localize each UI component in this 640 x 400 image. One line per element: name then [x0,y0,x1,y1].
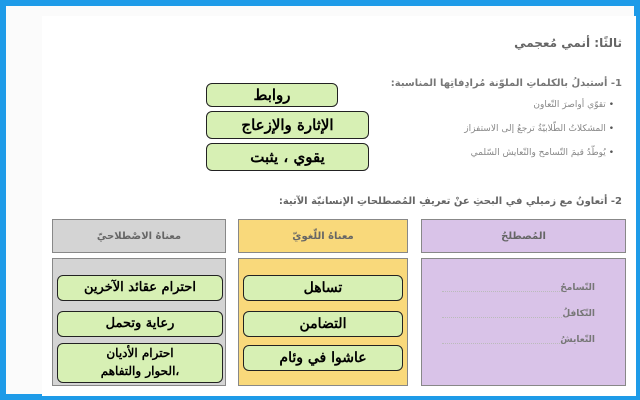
header-technical: معناهُ الاصْطلاحيّ [52,219,226,253]
technical-answer-3-line-1: احترام الأديان [106,346,174,360]
technical-answer-2: رعاية وتحمل [57,311,223,337]
bullet-2: • المشكلاتُ الطّلابيّةُ ترجعُ إلى الاستفزاز [464,124,614,134]
term-3: التّعايشُ [560,335,595,345]
column-linguistic [238,258,408,386]
column-technical [52,258,226,386]
column-terms [421,258,626,386]
answer-box-2: الإثارة والإزعاج [206,111,369,139]
linguistic-answer-2: التضامن [243,311,403,337]
technical-answer-3 [57,343,223,383]
header-linguistic: معناهُ اللّغويّ [238,219,408,253]
bullet-3: • يُوطّدُ قيمَ التّسامح والتّعايش السّلمي [471,148,614,158]
answer-box-3: يقوي ، يثبت [206,143,369,171]
header-term: المُصطلحُ [421,219,626,253]
question-2: 2- أتعاونُ مع زميلي في البحثِ عنْ تعريفِ المُصطلحاتِ الإنسانيّة الآتية: [278,196,622,207]
technical-answer-3-line-2: ،الحوار والتفاهم [100,364,180,378]
answer-box-1: روابط [206,83,338,107]
term-1: التّسامحُ [560,283,595,293]
dotted-line [442,291,562,292]
bullet-1: • تقوّي أواصرَ التّعاون [533,100,614,110]
textbook-page [42,16,636,396]
section-heading: ثالثًا: أنمي مُعجمي [514,36,622,50]
dotted-line [442,343,562,344]
question-1: 1- أستبدلُ بالكلماتِ الملوّنة مُرادِفاتِها المناسبة: [390,78,622,89]
term-2: التّكافلُ [562,309,595,319]
technical-answer-1: احترام عقائد الآخرين [57,275,223,301]
dotted-line [442,317,562,318]
linguistic-answer-1: تساهل [243,275,403,301]
linguistic-answer-3: عاشوا في وئام [243,345,403,371]
